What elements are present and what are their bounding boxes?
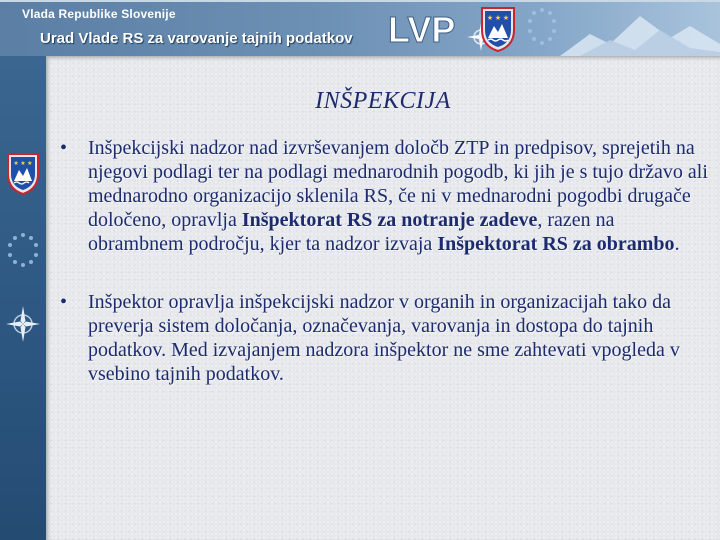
bullet-emphasis: Inšpektorat RS za notranje zadeve <box>241 209 538 231</box>
slide-title: INŠPEKCIJA <box>315 88 451 114</box>
org-name: Vlada Republike Slovenije <box>22 7 176 21</box>
bullet-text: , razen na obrambnem področju, kjer ta nadzor izvaja <box>88 209 615 255</box>
eu-stars-icon <box>524 4 560 50</box>
header-top-stripe <box>0 0 720 2</box>
bullet-item <box>60 136 710 256</box>
slide-content <box>46 56 720 540</box>
bullet-emphasis: Inšpektorat RS za obrambo <box>437 233 675 255</box>
bullet-item <box>60 290 710 386</box>
bullet-dot: • <box>60 291 68 313</box>
slovenia-coat-of-arms-icon <box>5 152 41 196</box>
nato-compass-icon <box>5 304 41 344</box>
bullet-text: Inšpekcijski nadzor nad izvrševanjem določb ZTP in predpisov, sprejetih na njegovi podlagi ter na podlagi mednarodnih pogodb, ki jih je s tujo državo ali mednarodno organizacijo sklenila RS, če ni v mednarodni pogodbi drugače določeno, opravlja <box>88 137 708 231</box>
eu-stars-icon <box>5 230 41 270</box>
bullet-text: . <box>674 233 680 255</box>
bullet-dot: • <box>60 137 68 159</box>
bullet-list <box>60 136 710 386</box>
bullet-text: Inšpektor opravlja inšpekcijski nadzor v organih in organizacijah tako da preverja sistem določanja, označevanja, varovanja in dostopa do tajnih podatkov. Med izvajanjem nadzora inšpektor ne sme zahtevati vpogleda v vsebino tajnih podatkov. <box>88 291 680 385</box>
logo-text: LVP <box>388 9 456 48</box>
lvp-logo-icon <box>386 8 456 48</box>
svg-text:★ ★ ★: ★ ★ ★ <box>13 161 33 167</box>
left-sidebar <box>0 56 46 540</box>
header-banner <box>0 0 720 56</box>
svg-text:★ ★ ★: ★ ★ ★ <box>486 14 510 22</box>
mountains-graphic-icon <box>560 4 720 56</box>
office-name: Urad Vlade RS za varovanje tajnih podatkov <box>40 30 353 47</box>
slovenia-coat-of-arms-icon <box>480 6 516 52</box>
